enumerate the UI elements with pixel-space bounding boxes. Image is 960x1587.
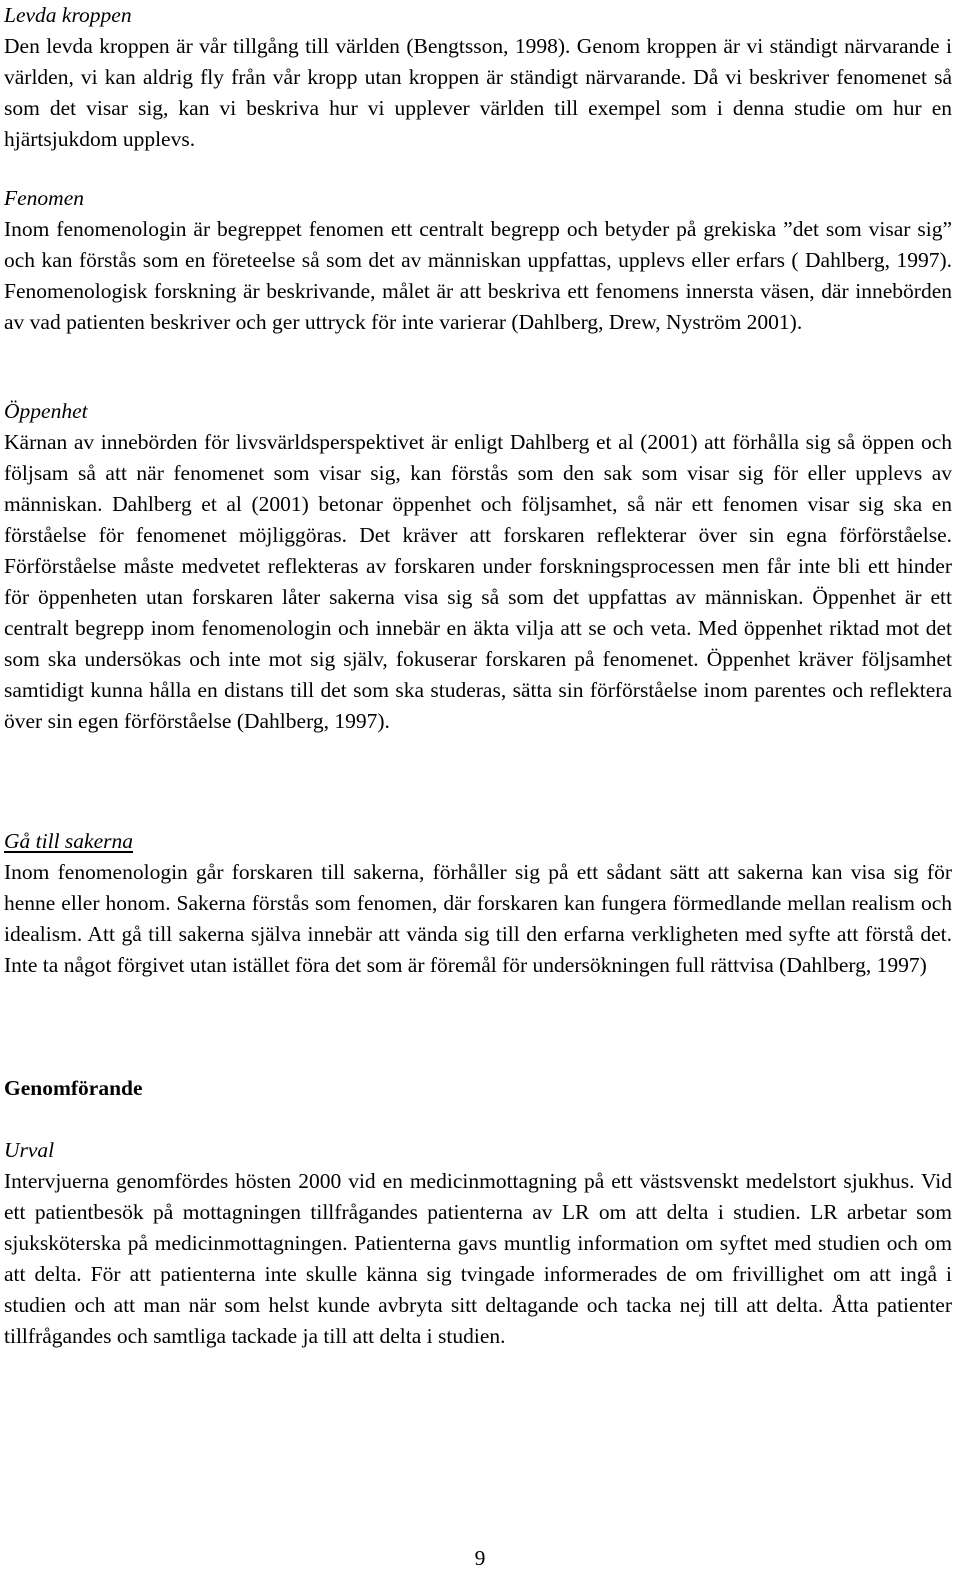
page-number: 9: [474, 1546, 486, 1570]
section-urval: [4, 1135, 952, 1352]
section-fenomen: [4, 183, 952, 338]
chapter-heading: Genomförande: [4, 1076, 143, 1100]
section-oppenhet: [4, 396, 952, 737]
section-heading: Fenomen: [4, 186, 84, 210]
section-paragraph: Inom fenomenologin är begreppet fenomen ett centralt begrepp och betyder på grekiska ”det som visar sig” och kan förstås som en företeelse så som det av människan uppfattas, upplevs eller erfars ( Dahlberg, 1997). Fenomenologisk forskning är beskrivande, målet är att beskriva ett fenomens innersta väsen, där innebörden av vad patienten beskriver och ger uttryck för inte varierar (Dahlberg, Drew, Nyström 2001).: [4, 217, 952, 334]
section-paragraph: Den levda kroppen är vår tillgång till världen (Bengtsson, 1998). Genom kroppen är vi ständigt närvarande i världen, vi kan aldrig fly från vår kropp utan kroppen är ständigt närvarande. Då vi beskriver fenomenet så som det visar sig, kan vi beskriva hur vi upplever världen till exempel som i denna studie om hur en hjärtsjukdom upplevs.: [4, 34, 952, 151]
section-heading: Levda kroppen: [4, 3, 132, 27]
section-heading: Öppenhet: [4, 399, 88, 423]
section-heading: Gå till sakerna: [4, 829, 133, 853]
section-heading: Urval: [4, 1138, 55, 1162]
section-paragraph: Intervjuerna genomfördes hösten 2000 vid en medicinmottagning på ett västsvenskt medelstort sjukhus. Vid ett patientbesök på mottagningen tillfrågandes patienterna av LR om att delta i studien. LR arbetar som sjuksköterska på medicinmottagningen. Patienterna gavs muntlig information om syftet med studien och om att delta. För att patienterna inte skulle känna sig tvingade informerades de om frivillighet om att ingå i studien och att man när som helst kunde avbryta sitt deltagande och tacka nej till att delta. Åtta patienter tillfrågandes och samtliga tackade ja till att delta i studien.: [4, 1169, 952, 1348]
section-ga-till-sakerna: [4, 826, 952, 981]
section-levda-kroppen: [4, 0, 952, 155]
section-paragraph: Kärnan av innebörden för livsvärldsperspektivet är enligt Dahlberg et al (2001) att förhålla sig så öppen och följsam så att när fenomenet som visar sig, kan förstås som den sak som visar sig för eller upplevs av människan. Dahlberg et al (2001) betonar öppenhet och följsamhet, så när ett fenomen visar sig ska en förståelse för fenomenet möjliggöras. Det kräver att forskaren reflekterar över sin egna förförståelse. Förförståelse måste medvetet reflekteras av forskaren under forskningsprocessen men får inte bli ett hinder för öppenheten utan forskaren låter sakerna visa sig så som det uppfattas av människan. Öppenhet är ett centralt begrepp inom fenomenologin och innebär en äkta vilja att se och veta. Med öppenhet riktad mot det som ska undersökas och inte mot sig själv, fokuserar forskaren på fenomenet. Öppenhet kräver följsamhet samtidigt kunna hålla en distans till det som ska studeras, sätta sin förförståelse inom parentes och reflektera över sin egen förförståelse (Dahlberg, 1997).: [4, 430, 952, 733]
section-genomforande: [4, 1073, 952, 1104]
section-paragraph: Inom fenomenologin går forskaren till sakerna, förhåller sig på ett sådant sätt att sakerna kan visa sig för henne eller honom. Sakerna förstås som fenomen, där forskaren kan fungera förmedlande mellan realism och idealism. Att gå till sakerna själva innebär att vända sig till den erfarna verkligheten med syfte att förstå det. Inte ta något förgivet utan istället föra det som är föremål för undersökningen full rättvisa (Dahlberg, 1997): [4, 860, 952, 977]
